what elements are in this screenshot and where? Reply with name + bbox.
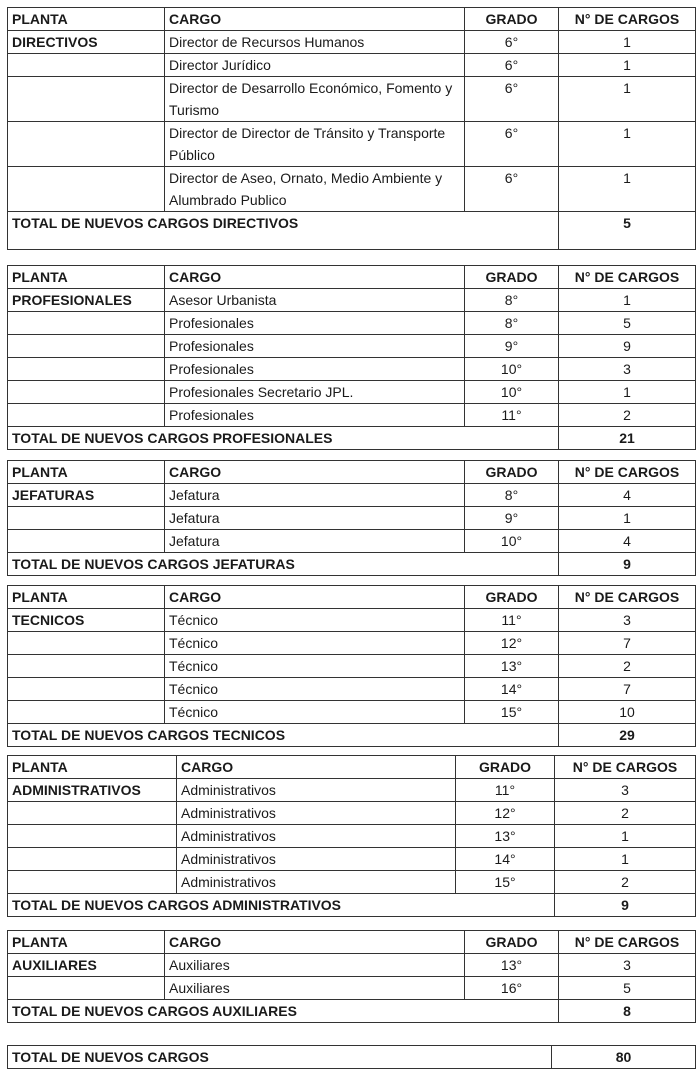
- grado-cell: 11°: [465, 609, 559, 632]
- total-row: [8, 212, 696, 250]
- header-row: [8, 8, 696, 31]
- grado-cell: 16°: [465, 977, 559, 1000]
- planta-empty: [8, 167, 165, 212]
- header-planta: PLANTA: [8, 756, 177, 779]
- cargo-cell: Director de Desarrollo Económico, Fomento y Turismo: [165, 77, 465, 122]
- grado-cell: 13°: [465, 655, 559, 678]
- header-cargo: CARGO: [165, 931, 465, 954]
- grado-cell: 14°: [465, 678, 559, 701]
- cargo-cell: Administrativos: [177, 802, 456, 825]
- cargo-cell: Técnico: [165, 609, 465, 632]
- table-row: [8, 289, 696, 312]
- n-cargos-cell: 3: [559, 954, 696, 977]
- cargo-cell: Administrativos: [177, 779, 456, 802]
- grado-cell: 13°: [456, 825, 555, 848]
- table-row: [8, 54, 696, 77]
- table-row: [8, 404, 696, 427]
- grado-cell: 6°: [465, 54, 559, 77]
- cargo-cell: Profesionales: [165, 312, 465, 335]
- total-label: TOTAL DE NUEVOS CARGOS AUXILIARES: [8, 1000, 559, 1023]
- table-grand-total: [7, 1045, 696, 1069]
- planta-empty: [8, 825, 177, 848]
- grado-cell: 10°: [465, 381, 559, 404]
- planta-empty: [8, 977, 165, 1000]
- table-row: [8, 312, 696, 335]
- grado-cell: 11°: [456, 779, 555, 802]
- cargo-cell: Jefatura: [165, 507, 465, 530]
- table-row: [8, 507, 696, 530]
- grado-cell: 11°: [465, 404, 559, 427]
- table-row: [8, 701, 696, 724]
- planta-empty: [8, 404, 165, 427]
- cargo-cell: Profesionales: [165, 358, 465, 381]
- grado-cell: 8°: [465, 484, 559, 507]
- total-row: [8, 553, 696, 576]
- planta-empty: [8, 848, 177, 871]
- n-cargos-cell: 4: [559, 484, 696, 507]
- n-cargos-cell: 1: [559, 289, 696, 312]
- planta-empty: [8, 802, 177, 825]
- total-label: TOTAL DE NUEVOS CARGOS PROFESIONALES: [8, 427, 559, 450]
- total-row: [8, 1000, 696, 1023]
- header-grado: GRADO: [465, 266, 559, 289]
- n-cargos-cell: 3: [559, 609, 696, 632]
- grand-total-row: [8, 1046, 696, 1069]
- planta-empty: [8, 381, 165, 404]
- total-label: TOTAL DE NUEVOS CARGOS TECNICOS: [8, 724, 559, 747]
- planta-empty: [8, 312, 165, 335]
- n-cargos-cell: 10: [559, 701, 696, 724]
- n-cargos-cell: 2: [555, 871, 696, 894]
- planta-empty: [8, 632, 165, 655]
- total-label: TOTAL DE NUEVOS CARGOS DIRECTIVOS: [8, 212, 559, 250]
- grado-cell: 9°: [465, 507, 559, 530]
- header-planta: PLANTA: [8, 931, 165, 954]
- cargo-cell: Auxiliares: [165, 977, 465, 1000]
- n-cargos-cell: 1: [555, 825, 696, 848]
- planta-empty: [8, 530, 165, 553]
- n-cargos-cell: 7: [559, 632, 696, 655]
- header-cargo: CARGO: [165, 586, 465, 609]
- header-row: [8, 756, 696, 779]
- total-label: TOTAL DE NUEVOS CARGOS ADMINISTRATIVOS: [8, 894, 555, 917]
- total-row: [8, 894, 696, 917]
- cargo-cell: Técnico: [165, 655, 465, 678]
- table-auxiliares: [7, 930, 696, 1023]
- planta-empty: [8, 678, 165, 701]
- table-row: [8, 335, 696, 358]
- table-administrativos: [7, 755, 696, 917]
- table-row: [8, 825, 696, 848]
- cargo-cell: Profesionales Secretario JPL.: [165, 381, 465, 404]
- n-cargos-cell: 5: [559, 977, 696, 1000]
- table-row: [8, 484, 696, 507]
- cargo-cell: Administrativos: [177, 848, 456, 871]
- planta-label: PROFESIONALES: [8, 289, 165, 312]
- grand-total-label: TOTAL DE NUEVOS CARGOS: [8, 1046, 552, 1069]
- n-cargos-cell: 1: [559, 507, 696, 530]
- header-row: [8, 461, 696, 484]
- n-cargos-cell: 3: [559, 358, 696, 381]
- grado-cell: 14°: [456, 848, 555, 871]
- total-row: [8, 724, 696, 747]
- grado-cell: 8°: [465, 312, 559, 335]
- grado-cell: 6°: [465, 122, 559, 167]
- grado-cell: 10°: [465, 530, 559, 553]
- cargo-cell: Técnico: [165, 701, 465, 724]
- table-row: [8, 381, 696, 404]
- planta-label: ADMINISTRATIVOS: [8, 779, 177, 802]
- planta-empty: [8, 871, 177, 894]
- table-directivos: [7, 7, 696, 250]
- header-row: [8, 266, 696, 289]
- table-row: [8, 655, 696, 678]
- cargo-cell: Asesor Urbanista: [165, 289, 465, 312]
- header-cargo: CARGO: [165, 461, 465, 484]
- header-cargo: CARGO: [177, 756, 456, 779]
- header-grado: GRADO: [465, 461, 559, 484]
- cargo-cell: Jefatura: [165, 484, 465, 507]
- table-row: [8, 122, 696, 167]
- header-n-cargos: N° DE CARGOS: [559, 586, 696, 609]
- grado-cell: 13°: [465, 954, 559, 977]
- n-cargos-cell: 1: [559, 54, 696, 77]
- header-planta: PLANTA: [8, 586, 165, 609]
- grand-total-value: 80: [552, 1046, 696, 1069]
- cargo-cell: Jefatura: [165, 530, 465, 553]
- cargo-cell: Profesionales: [165, 335, 465, 358]
- cargo-cell: Auxiliares: [165, 954, 465, 977]
- header-planta: PLANTA: [8, 266, 165, 289]
- planta-label: AUXILIARES: [8, 954, 165, 977]
- header-n-cargos: N° DE CARGOS: [555, 756, 696, 779]
- grado-cell: 12°: [465, 632, 559, 655]
- grado-cell: 6°: [465, 31, 559, 54]
- n-cargos-cell: 2: [555, 802, 696, 825]
- header-planta: PLANTA: [8, 8, 165, 31]
- table-row: [8, 954, 696, 977]
- header-n-cargos: N° DE CARGOS: [559, 461, 696, 484]
- planta-empty: [8, 358, 165, 381]
- grado-cell: 9°: [465, 335, 559, 358]
- n-cargos-cell: 2: [559, 404, 696, 427]
- planta-empty: [8, 335, 165, 358]
- grado-cell: 6°: [465, 167, 559, 212]
- table-row: [8, 977, 696, 1000]
- table-row: [8, 848, 696, 871]
- n-cargos-cell: 9: [559, 335, 696, 358]
- n-cargos-cell: 1: [559, 381, 696, 404]
- total-value: 9: [559, 553, 696, 576]
- cargo-cell: Profesionales: [165, 404, 465, 427]
- n-cargos-cell: 1: [559, 77, 696, 122]
- header-row: [8, 586, 696, 609]
- total-value: 29: [559, 724, 696, 747]
- planta-label: TECNICOS: [8, 609, 165, 632]
- n-cargos-cell: 2: [559, 655, 696, 678]
- table-row: [8, 871, 696, 894]
- header-row: [8, 931, 696, 954]
- grado-cell: 8°: [465, 289, 559, 312]
- table-row: [8, 77, 696, 122]
- table-row: [8, 31, 696, 54]
- header-grado: GRADO: [465, 931, 559, 954]
- planta-empty: [8, 77, 165, 122]
- cargo-cell: Técnico: [165, 632, 465, 655]
- n-cargos-cell: 1: [559, 31, 696, 54]
- grado-cell: 10°: [465, 358, 559, 381]
- grado-cell: 15°: [456, 871, 555, 894]
- planta-empty: [8, 507, 165, 530]
- cargo-cell: Director Jurídico: [165, 54, 465, 77]
- header-grado: GRADO: [465, 586, 559, 609]
- header-n-cargos: N° DE CARGOS: [559, 8, 696, 31]
- planta-empty: [8, 655, 165, 678]
- header-n-cargos: N° DE CARGOS: [559, 266, 696, 289]
- cargo-cell: Técnico: [165, 678, 465, 701]
- table-row: [8, 802, 696, 825]
- n-cargos-cell: 3: [555, 779, 696, 802]
- n-cargos-cell: 1: [555, 848, 696, 871]
- table-row: [8, 632, 696, 655]
- total-row: [8, 427, 696, 450]
- planta-empty: [8, 701, 165, 724]
- total-label: TOTAL DE NUEVOS CARGOS JEFATURAS: [8, 553, 559, 576]
- header-grado: GRADO: [456, 756, 555, 779]
- total-value: 8: [559, 1000, 696, 1023]
- cargo-cell: Director de Aseo, Ornato, Medio Ambiente y Alumbrado Publico: [165, 167, 465, 212]
- total-value: 9: [555, 894, 696, 917]
- grado-cell: 6°: [465, 77, 559, 122]
- grado-cell: 15°: [465, 701, 559, 724]
- total-value: 5: [559, 212, 696, 250]
- planta-empty: [8, 122, 165, 167]
- table-row: [8, 779, 696, 802]
- cargo-cell: Administrativos: [177, 825, 456, 848]
- cargo-cell: Director de Recursos Humanos: [165, 31, 465, 54]
- cargo-cell: Administrativos: [177, 871, 456, 894]
- n-cargos-cell: 5: [559, 312, 696, 335]
- n-cargos-cell: 4: [559, 530, 696, 553]
- header-grado: GRADO: [465, 8, 559, 31]
- table-tecnicos: [7, 585, 696, 747]
- table-row: [8, 678, 696, 701]
- table-row: [8, 358, 696, 381]
- n-cargos-cell: 1: [559, 167, 696, 212]
- planta-empty: [8, 54, 165, 77]
- table-jefaturas: [7, 460, 696, 576]
- cargo-cell: Director de Director de Tránsito y Transporte Público: [165, 122, 465, 167]
- table-profesionales: [7, 265, 696, 450]
- planta-label: JEFATURAS: [8, 484, 165, 507]
- grado-cell: 12°: [456, 802, 555, 825]
- n-cargos-cell: 1: [559, 122, 696, 167]
- n-cargos-cell: 7: [559, 678, 696, 701]
- total-value: 21: [559, 427, 696, 450]
- table-row: [8, 530, 696, 553]
- table-row: [8, 167, 696, 212]
- header-planta: PLANTA: [8, 461, 165, 484]
- table-row: [8, 609, 696, 632]
- header-n-cargos: N° DE CARGOS: [559, 931, 696, 954]
- header-cargo: CARGO: [165, 8, 465, 31]
- header-cargo: CARGO: [165, 266, 465, 289]
- planta-label: DIRECTIVOS: [8, 31, 165, 54]
